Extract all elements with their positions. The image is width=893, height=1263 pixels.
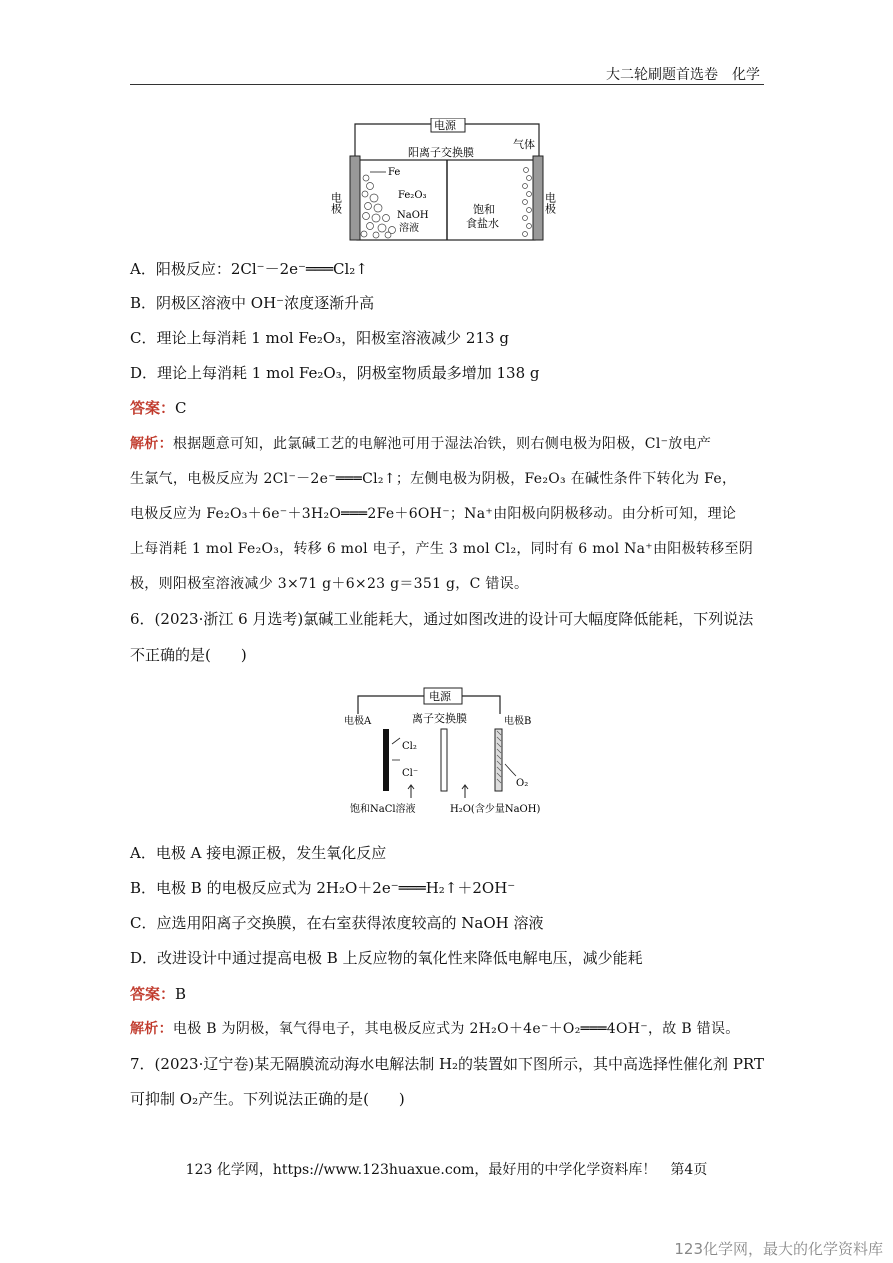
q6-stem-2: 不正确的是( ) — [130, 646, 247, 664]
fe-label: Fe — [388, 167, 401, 178]
o2-label: O₂ — [516, 778, 529, 789]
q6-stem-1: 6．(2023·浙江 6 月选考)氯碱工业能耗大，通过如图改进的设计可大幅度降低能耗，下列说法 — [130, 610, 754, 628]
ion-exchange-membrane — [441, 729, 447, 791]
q6-answer-value: B — [175, 985, 187, 1003]
q6-option-b: B．电极 B 的电极反应式为 2H₂O＋2e⁻═══H₂↑＋2OH⁻ — [130, 879, 516, 897]
q6-exp-label: 解析： — [130, 1021, 173, 1037]
power-label-2: 电源 — [429, 690, 451, 703]
q5-explanation-5: 极，则阳极室溶液减少 3×71 g＋6×23 g＝351 g，C 错误。 — [130, 576, 529, 592]
figure-electrolysis-cell-1 — [330, 118, 570, 244]
solution-label: 溶液 — [399, 223, 419, 234]
q6-option-a: A．电极 A 接电源正极，发生氧化反应 — [130, 844, 387, 862]
right-solution-label: H₂O(含少量NaOH) — [450, 804, 541, 815]
q5-answer-label: 答案： — [130, 399, 176, 417]
q6-explanation-1 — [130, 1018, 740, 1038]
q6-option-c: C．应选用阳离子交换膜，在右室获得浓度较高的 NaOH 溶液 — [130, 914, 544, 932]
q7-stem-1: 7．(2023·辽宁卷)某无隔膜流动海水电解法制 H₂的装置如下图所示，其中高选择性催化剂 PRT — [130, 1055, 764, 1073]
naoh-label: NaOH — [397, 210, 429, 221]
figure-electrolysis-cell-2 — [340, 686, 560, 820]
q6-exp-text-1: 电极 B 为阴极，氧气得电子，其电极反应式为 2H₂O＋4e⁻＋O₂═══4OH⁻，故 B 错误。 — [172, 1021, 740, 1037]
q5-answer — [130, 397, 187, 418]
brine-label-2: 食盐水 — [466, 217, 499, 230]
q5-exp-text-1: 根据题意可知，此氯碱工艺的电解池可用于湿法冶铁，则右侧电极为阳极，Cl⁻放电产 — [172, 436, 712, 452]
left-electrode — [350, 156, 360, 240]
q5-explanation-3: 电极反应为 Fe₂O₃＋6e⁻＋3H₂O═══2Fe＋6OH⁻；Na⁺由阳极向阴极移动。由分析可知，理论 — [130, 506, 737, 522]
page-footer: 123 化学网，https://www.123huaxue.com，最好用的中学化学资料库！ 第4页 — [185, 1162, 708, 1178]
electrode-a-label: 电极A — [344, 716, 372, 727]
q7-stem-2: 可抑制 O₂产生。下列说法正确的是( ) — [130, 1090, 405, 1108]
left-electrode-label: 电极 — [330, 192, 343, 214]
cl2-label: Cl₂ — [402, 741, 417, 752]
q6-option-d: D．改进设计中通过提高电极 B 上反应物的氧化性来降低电解电压，减少能耗 — [130, 949, 643, 967]
membrane-label-2: 离子交换膜 — [412, 712, 467, 725]
header-title: 大二轮刷题首选卷 化学 — [606, 67, 760, 83]
q6-answer-label: 答案： — [130, 985, 176, 1003]
page-header — [130, 64, 764, 85]
electrode-a — [383, 729, 389, 791]
q5-explanation-4: 上每消耗 1 mol Fe₂O₃，转移 6 mol 电子，产生 3 mol Cl₂，同时有 6 mol Na⁺由阳极转移至阴 — [130, 541, 754, 557]
electrode-b-label: 电极B — [504, 716, 532, 727]
power-label: 电源 — [434, 119, 456, 132]
cl-ion-label: Cl⁻ — [402, 768, 419, 779]
q5-option-a: A．阳极反应：2Cl⁻－2e⁻═══Cl₂↑ — [130, 260, 368, 278]
left-solution-label: 饱和NaCl溶液 — [350, 804, 416, 815]
q5-explanation-2: 生氯气，电极反应为 2Cl⁻－2e⁻═══Cl₂↑；左侧电极为阴极，Fe₂O₃ 在碱性条件下转化为 Fe， — [130, 471, 737, 487]
q6-answer — [130, 983, 186, 1004]
membrane-label: 阳离子交换膜 — [408, 146, 474, 159]
q5-option-b: B．阴极区溶液中 OH⁻浓度逐渐升高 — [130, 294, 375, 312]
watermark: 123化学网，最大的化学资料库 — [674, 1240, 883, 1258]
q5-exp-label: 解析： — [130, 436, 173, 452]
q5-explanation-1 — [130, 433, 711, 453]
q5-answer-value: C — [175, 399, 187, 417]
gas-label: 气体 — [513, 138, 535, 151]
brine-label-1: 饱和 — [473, 203, 495, 216]
right-electrode-label: 电极 — [543, 192, 557, 214]
right-electrode — [533, 156, 543, 240]
q5-option-c: C．理论上每消耗 1 mol Fe₂O₃，阳极室溶液减少 213 g — [130, 329, 509, 347]
fe2o3-label: Fe₂O₃ — [398, 190, 427, 201]
q5-option-d: D．理论上每消耗 1 mol Fe₂O₃，阴极室物质最多增加 138 g — [130, 364, 540, 382]
